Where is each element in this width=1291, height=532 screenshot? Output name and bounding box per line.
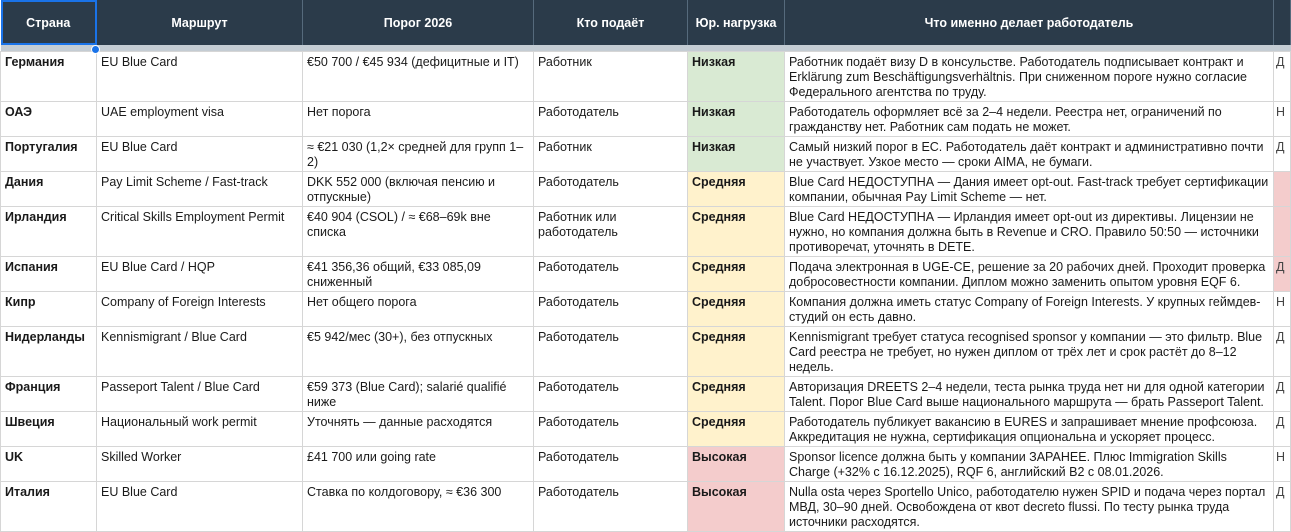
threshold-cell[interactable]: £41 700 или going rate — [303, 446, 534, 481]
selection-fill-handle[interactable] — [91, 45, 100, 54]
table-row — [1, 136, 1291, 171]
route-cell[interactable]: Pay Limit Scheme / Fast-track — [97, 171, 303, 206]
table-row — [1, 376, 1291, 411]
employer-cell[interactable]: Компания должна иметь статус Company of Foreign Interests. У крупных геймдев-студий он есть давно. — [785, 291, 1274, 326]
country-cell[interactable]: Нидерланды — [1, 326, 97, 376]
route-cell[interactable]: Company of Foreign Interests — [97, 291, 303, 326]
table-row — [1, 206, 1291, 256]
threshold-cell[interactable]: Нет порога — [303, 101, 534, 136]
load-cell[interactable]: Средняя — [688, 171, 785, 206]
load-cell[interactable]: Средняя — [688, 256, 785, 291]
table-row — [1, 481, 1291, 531]
extra-cell[interactable] — [1274, 206, 1291, 256]
country-cell[interactable]: ОАЭ — [1, 101, 97, 136]
threshold-cell[interactable]: Ставка по колдоговору, ≈ €36 300 — [303, 481, 534, 531]
route-cell[interactable]: Национальный work permit — [97, 411, 303, 446]
employer-cell[interactable]: Blue Card НЕДОСТУПНА — Дания имеет opt-out. Fast-track требует сертификации компании, обычная Pay Limit Scheme — нет. — [785, 171, 1274, 206]
employer-cell[interactable]: Blue Card НЕДОСТУПНА — Ирландия имеет opt-out из директивы. Лицензии не нужно, но компания должна быть в Revenue и CRO. Правило 50:50 — источники противоречат, уточнять в DETE. — [785, 206, 1274, 256]
column-header-route[interactable]: Маршрут — [97, 0, 303, 45]
employer-cell[interactable]: Самый низкий порог в ЕС. Работодатель даёт контракт и административно почти не участвует. Узкое место — сроки AIMA, не бумаги. — [785, 136, 1274, 171]
threshold-cell[interactable]: €59 373 (Blue Card); salarié qualifié ниже — [303, 376, 534, 411]
route-cell[interactable]: EU Blue Card / HQP — [97, 256, 303, 291]
employer-cell[interactable]: Sponsor licence должна быть у компании ЗАРАНЕЕ. Плюс Immigration Skills Charge (+32% с 16.12.2025), RQF 6, английский B2 с 08.01.2026. — [785, 446, 1274, 481]
country-cell[interactable]: UK — [1, 446, 97, 481]
applicant-cell[interactable]: Работник — [534, 51, 688, 101]
load-cell[interactable]: Средняя — [688, 206, 785, 256]
threshold-cell[interactable]: Нет общего порога — [303, 291, 534, 326]
route-cell[interactable]: EU Blue Card — [97, 51, 303, 101]
country-cell[interactable]: Испания — [1, 256, 97, 291]
applicant-cell[interactable]: Работодатель — [534, 171, 688, 206]
threshold-cell[interactable]: €40 904 (CSOL) / ≈ €68–69k вне списка — [303, 206, 534, 256]
threshold-cell[interactable]: €5 942/мес (30+), без отпускных — [303, 326, 534, 376]
table-row — [1, 446, 1291, 481]
country-cell[interactable]: Дания — [1, 171, 97, 206]
employer-cell[interactable]: Kennismigrant требует статуса recognised sponsor у компании — это фильтр. Blue Card реестра не требует, но нужен диплом от трёх лет и срок растёт до 8–12 недель. — [785, 326, 1274, 376]
applicant-cell[interactable]: Работодатель — [534, 291, 688, 326]
route-cell[interactable]: Kennismigrant / Blue Card — [97, 326, 303, 376]
table-row — [1, 101, 1291, 136]
employer-cell[interactable]: Работодатель публикует вакансию в EURES и запрашивает мнение профсоюза. Аккредитация не нужна, сертификация опциональна и ускоряет процесс. — [785, 411, 1274, 446]
route-cell[interactable]: UAE employment visa — [97, 101, 303, 136]
threshold-cell[interactable]: DKK 552 000 (включая пенсию и отпускные) — [303, 171, 534, 206]
threshold-cell[interactable]: Уточнять — данные расходятся — [303, 411, 534, 446]
load-cell[interactable]: Средняя — [688, 411, 785, 446]
load-cell[interactable]: Высокая — [688, 481, 785, 531]
applicant-cell[interactable]: Работник — [534, 136, 688, 171]
table-row — [1, 326, 1291, 376]
route-cell[interactable]: Skilled Worker — [97, 446, 303, 481]
threshold-cell[interactable]: ≈ €21 030 (1,2× средней для групп 1–2) — [303, 136, 534, 171]
route-cell[interactable]: EU Blue Card — [97, 481, 303, 531]
applicant-cell[interactable]: Работодатель — [534, 446, 688, 481]
load-cell[interactable]: Низкая — [688, 101, 785, 136]
threshold-cell[interactable]: €50 700 / €45 934 (дефицитные и IT) — [303, 51, 534, 101]
table-row — [1, 51, 1291, 101]
column-header-applicant[interactable]: Кто подаёт — [534, 0, 688, 45]
table-row — [1, 411, 1291, 446]
extra-cell[interactable]: Д — [1274, 51, 1291, 101]
route-cell[interactable]: EU Blue Card — [97, 136, 303, 171]
employer-cell[interactable]: Nulla osta через Sportello Unico, работодателю нужен SPID и подача через портал МВД, 30–90 дней. Освобождена от квот decreto flussi. По тесту рынка труда источники расходятся. — [785, 481, 1274, 531]
employer-cell[interactable]: Подача электронная в UGE-CE, решение за 20 рабочих дней. Проходит проверка добросовестности компании. Диплом можно заменить опытом уровня EQF 6. — [785, 256, 1274, 291]
country-cell[interactable]: Швеция — [1, 411, 97, 446]
load-cell[interactable]: Низкая — [688, 136, 785, 171]
load-cell[interactable]: Средняя — [688, 291, 785, 326]
header-row — [1, 0, 1291, 45]
extra-cell[interactable]: Д — [1274, 326, 1291, 376]
extra-cell[interactable]: Д — [1274, 256, 1291, 291]
column-header-country[interactable]: Страна — [1, 0, 97, 45]
employer-cell[interactable]: Работодатель оформляет всё за 2–4 недели. Реестра нет, ограничений по гражданству нет. Работник сам подать не может. — [785, 101, 1274, 136]
column-header-extra[interactable] — [1274, 0, 1291, 45]
employer-cell[interactable]: Авторизация DREETS 2–4 недели, теста рынка труда нет ни для одной категории Talent. Порог Blue Card выше национального маршрута — брать Passeport Talent. — [785, 376, 1274, 411]
extra-cell[interactable]: Д — [1274, 136, 1291, 171]
load-cell[interactable]: Высокая — [688, 446, 785, 481]
country-cell[interactable]: Ирландия — [1, 206, 97, 256]
table-row — [1, 256, 1291, 291]
applicant-cell[interactable]: Работодатель — [534, 326, 688, 376]
extra-cell[interactable]: Н — [1274, 291, 1291, 326]
threshold-cell[interactable]: €41 356,36 общий, €33 085,09 сниженный — [303, 256, 534, 291]
column-header-threshold[interactable]: Порог 2026 — [303, 0, 534, 45]
applicant-cell[interactable]: Работодатель — [534, 376, 688, 411]
country-cell[interactable]: Португалия — [1, 136, 97, 171]
route-cell[interactable]: Critical Skills Employment Permit — [97, 206, 303, 256]
column-header-employer[interactable]: Что именно делает работодатель — [785, 0, 1274, 45]
applicant-cell[interactable]: Работник или работодатель — [534, 206, 688, 256]
country-cell[interactable]: Кипр — [1, 291, 97, 326]
country-cell[interactable]: Франция — [1, 376, 97, 411]
column-header-load[interactable]: Юр. нагрузка — [688, 0, 785, 45]
extra-cell[interactable] — [1274, 171, 1291, 206]
table-row — [1, 291, 1291, 326]
country-cell[interactable]: Германия — [1, 51, 97, 101]
applicant-cell[interactable]: Работодатель — [534, 256, 688, 291]
employer-cell[interactable]: Работник подаёт визу D в консульстве. Работодатель подписывает контракт и Erklärung zum Beschäftigungsverhältnis. При сниженном пороге нужно согласие Федерального агентства по труду. — [785, 51, 1274, 101]
applicant-cell[interactable]: Работодатель — [534, 101, 688, 136]
extra-cell[interactable]: Д — [1274, 376, 1291, 411]
applicant-cell[interactable]: Работодатель — [534, 481, 688, 531]
extra-cell[interactable]: Н — [1274, 446, 1291, 481]
applicant-cell[interactable]: Работодатель — [534, 411, 688, 446]
table-row — [1, 171, 1291, 206]
extra-cell[interactable]: Д — [1274, 411, 1291, 446]
load-cell[interactable]: Средняя — [688, 376, 785, 411]
extra-cell[interactable]: Н — [1274, 101, 1291, 136]
extra-cell[interactable]: Д — [1274, 481, 1291, 531]
route-cell[interactable]: Passeport Talent / Blue Card — [97, 376, 303, 411]
load-cell[interactable]: Средняя — [688, 326, 785, 376]
load-cell[interactable]: Низкая — [688, 51, 785, 101]
country-cell[interactable]: Италия — [1, 481, 97, 531]
